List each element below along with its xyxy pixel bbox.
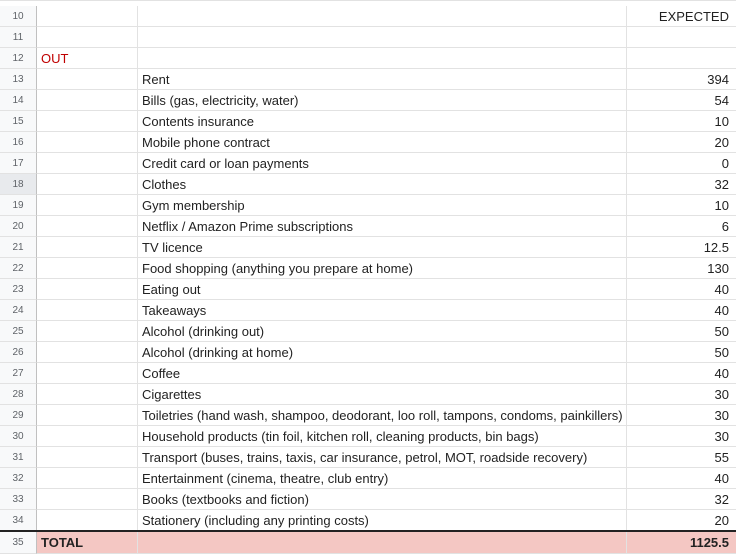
cell[interactable]: [37, 132, 138, 153]
expense-value[interactable]: 30: [627, 405, 736, 426]
expense-value[interactable]: 40: [627, 363, 736, 384]
row-header[interactable]: 30: [0, 426, 37, 447]
row-header[interactable]: 15: [0, 111, 37, 132]
row-header[interactable]: 10: [0, 6, 37, 27]
expense-label[interactable]: Credit card or loan payments: [138, 153, 627, 174]
row-header[interactable]: 14: [0, 90, 37, 111]
expense-label[interactable]: Gym membership: [138, 195, 627, 216]
expense-value[interactable]: 32: [627, 489, 736, 510]
expense-value[interactable]: 0: [627, 153, 736, 174]
cell[interactable]: [37, 405, 138, 426]
cell[interactable]: [37, 216, 138, 237]
table-row[interactable]: [0, 405, 736, 426]
expense-label[interactable]: Contents insurance: [138, 111, 627, 132]
table-row[interactable]: [0, 6, 736, 27]
total-label[interactable]: TOTAL: [37, 532, 138, 554]
expense-label[interactable]: Food shopping (anything you prepare at home): [138, 258, 627, 279]
cell[interactable]: [627, 27, 736, 48]
cell[interactable]: [37, 69, 138, 90]
expense-value[interactable]: 6: [627, 216, 736, 237]
expense-value[interactable]: 20: [627, 132, 736, 153]
cell[interactable]: [37, 300, 138, 321]
table-row[interactable]: [0, 174, 736, 195]
expense-label[interactable]: Rent: [138, 69, 627, 90]
expense-value[interactable]: 32: [627, 174, 736, 195]
cell[interactable]: [37, 384, 138, 405]
expense-label[interactable]: TV licence: [138, 237, 627, 258]
row-header[interactable]: 12: [0, 48, 37, 69]
expense-value[interactable]: 10: [627, 111, 736, 132]
cell[interactable]: [138, 48, 627, 69]
expense-label[interactable]: Books (textbooks and fiction): [138, 489, 627, 510]
expense-label[interactable]: Entertainment (cinema, theatre, club entry): [138, 468, 627, 489]
table-row[interactable]: [0, 510, 736, 531]
expense-label[interactable]: Netflix / Amazon Prime subscriptions: [138, 216, 627, 237]
row-header[interactable]: 31: [0, 447, 37, 468]
expense-label[interactable]: Bills (gas, electricity, water): [138, 90, 627, 111]
table-row[interactable]: [0, 489, 736, 510]
row-header[interactable]: 26: [0, 342, 37, 363]
cell[interactable]: [37, 258, 138, 279]
row-header[interactable]: 35: [0, 532, 37, 554]
cell[interactable]: [37, 90, 138, 111]
expense-value[interactable]: 394: [627, 69, 736, 90]
expense-value[interactable]: 130: [627, 258, 736, 279]
row-header[interactable]: 34: [0, 510, 37, 531]
expense-label[interactable]: Transport (buses, trains, taxis, car insurance, petrol, MOT, roadside recovery): [138, 447, 627, 468]
cell[interactable]: [37, 342, 138, 363]
table-row[interactable]: [0, 90, 736, 111]
expense-label[interactable]: Takeaways: [138, 300, 627, 321]
cell[interactable]: [37, 237, 138, 258]
cell[interactable]: [37, 363, 138, 384]
row-header[interactable]: 22: [0, 258, 37, 279]
row-header[interactable]: 32: [0, 468, 37, 489]
table-row[interactable]: [0, 363, 736, 384]
expense-label[interactable]: Toiletries (hand wash, shampoo, deodorant, loo roll, tampons, condoms, painkillers): [138, 405, 627, 426]
cell[interactable]: [37, 111, 138, 132]
expense-label[interactable]: Alcohol (drinking at home): [138, 342, 627, 363]
cell[interactable]: [37, 279, 138, 300]
expense-value[interactable]: 50: [627, 321, 736, 342]
cell[interactable]: [37, 321, 138, 342]
cell[interactable]: [37, 153, 138, 174]
cell[interactable]: [37, 510, 138, 531]
table-row[interactable]: [0, 258, 736, 279]
table-row[interactable]: [0, 69, 736, 90]
table-row[interactable]: [0, 237, 736, 258]
cell[interactable]: [37, 195, 138, 216]
cell[interactable]: [138, 27, 627, 48]
row-header[interactable]: 25: [0, 321, 37, 342]
cell[interactable]: [37, 174, 138, 195]
expense-value[interactable]: 30: [627, 426, 736, 447]
total-value[interactable]: 1125.5: [627, 532, 736, 554]
expense-value[interactable]: 54: [627, 90, 736, 111]
expected-column-header[interactable]: EXPECTED: [627, 6, 736, 27]
row-header[interactable]: 18: [0, 174, 37, 195]
expense-value[interactable]: 40: [627, 279, 736, 300]
table-row[interactable]: [0, 300, 736, 321]
expense-label[interactable]: Clothes: [138, 174, 627, 195]
row-header[interactable]: 20: [0, 216, 37, 237]
row-header[interactable]: 23: [0, 279, 37, 300]
row-header[interactable]: 24: [0, 300, 37, 321]
expense-value[interactable]: 30: [627, 384, 736, 405]
expense-value[interactable]: 20: [627, 510, 736, 531]
row-header[interactable]: 19: [0, 195, 37, 216]
total-row[interactable]: [0, 530, 736, 554]
row-header[interactable]: 21: [0, 237, 37, 258]
expense-value[interactable]: 50: [627, 342, 736, 363]
table-row[interactable]: [0, 342, 736, 363]
table-row[interactable]: [0, 468, 736, 489]
cell[interactable]: [37, 27, 138, 48]
row-header[interactable]: 17: [0, 153, 37, 174]
section-label-out[interactable]: OUT: [37, 48, 138, 69]
grid-top-border: [0, 0, 736, 1]
table-row[interactable]: [0, 132, 736, 153]
cell[interactable]: [37, 468, 138, 489]
table-row[interactable]: [0, 111, 736, 132]
expense-value[interactable]: 12.5: [627, 237, 736, 258]
expense-value[interactable]: 40: [627, 468, 736, 489]
table-row[interactable]: [0, 447, 736, 468]
expense-value[interactable]: 10: [627, 195, 736, 216]
cell[interactable]: [37, 489, 138, 510]
row-header[interactable]: 13: [0, 69, 37, 90]
cell[interactable]: [37, 6, 138, 27]
row-header[interactable]: 29: [0, 405, 37, 426]
cell[interactable]: [627, 48, 736, 69]
expense-label[interactable]: Household products (tin foil, kitchen roll, cleaning products, bin bags): [138, 426, 627, 447]
table-row[interactable]: [0, 27, 736, 48]
table-row[interactable]: [0, 153, 736, 174]
table-row[interactable]: [0, 279, 736, 300]
row-header[interactable]: 27: [0, 363, 37, 384]
expense-label[interactable]: Stationery (including any printing costs): [138, 510, 627, 531]
row-header[interactable]: 11: [0, 27, 37, 48]
cell[interactable]: [138, 6, 627, 27]
table-row[interactable]: [0, 216, 736, 237]
table-row[interactable]: [0, 48, 736, 69]
expense-label[interactable]: Coffee: [138, 363, 627, 384]
table-row[interactable]: [0, 426, 736, 447]
row-header[interactable]: 16: [0, 132, 37, 153]
cell[interactable]: [37, 426, 138, 447]
cell[interactable]: [138, 532, 627, 554]
row-header[interactable]: 28: [0, 384, 37, 405]
table-row[interactable]: [0, 195, 736, 216]
row-header[interactable]: 33: [0, 489, 37, 510]
table-row[interactable]: [0, 321, 736, 342]
table-row[interactable]: [0, 384, 736, 405]
expense-label[interactable]: Alcohol (drinking out): [138, 321, 627, 342]
cell[interactable]: [37, 447, 138, 468]
expense-value[interactable]: 40: [627, 300, 736, 321]
expense-label[interactable]: Cigarettes: [138, 384, 627, 405]
expense-label[interactable]: Eating out: [138, 279, 627, 300]
expense-value[interactable]: 55: [627, 447, 736, 468]
expense-label[interactable]: Mobile phone contract: [138, 132, 627, 153]
